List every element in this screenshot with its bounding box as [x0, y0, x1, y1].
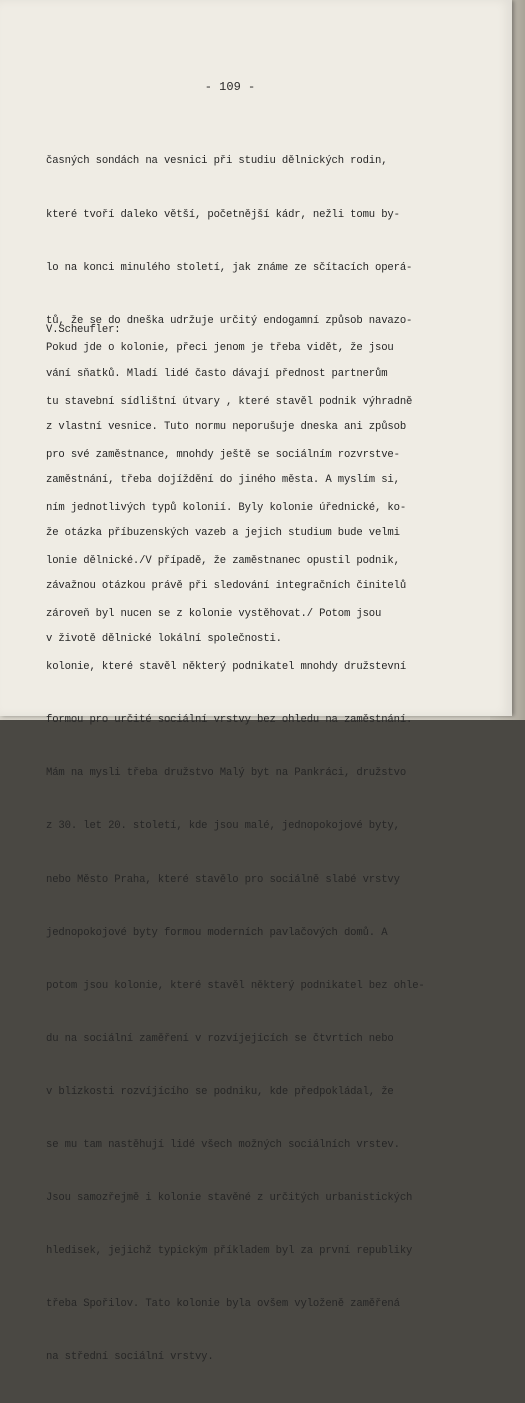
text-line: závažnou otázkou právě při sledování integračních činitelů: [46, 580, 407, 593]
text-line: na střední sociální vrstvy.: [46, 1351, 214, 1364]
text-line: vání sňatků. Mladí lidé často dávají přednost partnerům: [46, 367, 388, 380]
text-line: zaměstnání, třeba dojíždění do jiného města. A myslím si,: [46, 474, 400, 487]
text-line: zároveň byl nucen se z kolonie vystěhovat./ Potom jsou: [46, 607, 382, 620]
text-line: Pokud jde o kolonie, přeci jenom je třeba vidět, že jsou: [46, 342, 394, 355]
text-line: kolonie, které stavěl některý podnikatel mnohdy družstevní: [46, 661, 407, 674]
text-line: jednopokojové byty formou moderních pavlačových domů. A: [46, 926, 388, 939]
text-line: časných sondách na vesnici při studiu dělnických rodin,: [46, 155, 388, 168]
speaker-name: V.Scheufler:: [46, 324, 121, 337]
text-line: ním jednotlivých typů kolonií. Byly kolonie úřednické, ko-: [46, 501, 407, 514]
paragraph-2: [46, 305, 425, 1403]
text-line: se mu tam nastěhují lidé všech možných sociálních vrstev.: [46, 1139, 400, 1152]
text-line: lonie dělnické./V případě, že zaměstnanec opustil podnik,: [46, 554, 400, 567]
page-number: - 109 -: [204, 80, 256, 94]
text-line: Mám na mysli třeba družstvo Malý byt na Pankráci, družstvo: [46, 767, 407, 780]
text-line: du na sociální zaměření v rozvíjejících se čtvrtích nebo: [46, 1032, 394, 1045]
text-line: nebo Město Praha, které stavělo pro sociálně slabé vrstvy: [46, 873, 400, 886]
text-line: v blízkosti rozvíjícího se podniku, kde předpokládal, že: [46, 1085, 394, 1098]
text-line: tů, že se do dneška udržuje určitý endogamní způsob navazo-: [46, 314, 413, 327]
text-line: třeba Spořilov. Tato kolonie byla ovšem vyloženě zaměřená: [46, 1298, 400, 1311]
text-line: hledisek, jejichž typickým příkladem byl za první republiky: [46, 1245, 413, 1258]
text-line: z 30. let 20. století, kde jsou malé, jednopokojové byty,: [46, 820, 400, 833]
text-line: formou pro určité sociální vrstvy bez ohledu na zaměstnání.: [46, 714, 413, 727]
text-line: které tvoří daleko větší, početnější kádr, nežli tomu by-: [46, 208, 400, 221]
text-line: v životě dělnické lokální společnosti.: [46, 633, 282, 646]
text-line: z vlastní vesnice. Tuto normu neporušuje dneska ani způsob: [46, 420, 407, 433]
text-line: že otázka příbuzenských vazeb a jejich studium bude velmi: [46, 527, 400, 540]
text-line: pro své zaměstnance, mnohdy ještě se sociálním rozvrstve-: [46, 448, 400, 461]
text-line: lo na konci minulého století, jak známe ze sčítacích operá-: [46, 261, 413, 274]
text-line: tu stavební sídlištní útvary , které stavěl podnik výhradně: [46, 395, 413, 408]
text-line: potom jsou kolonie, které stavěl některý podnikatel bez ohle-: [46, 979, 425, 992]
text-line: Jsou samozřejmě i kolonie stavěné z určitých urbanistických: [46, 1192, 413, 1205]
